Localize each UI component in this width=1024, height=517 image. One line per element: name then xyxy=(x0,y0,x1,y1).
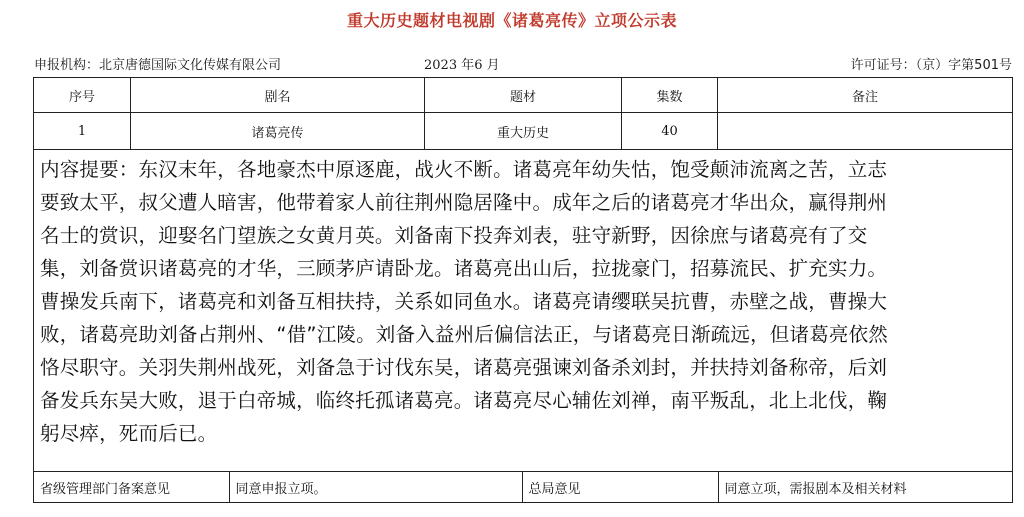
table-row xyxy=(34,113,1013,150)
header-seq: 序号 xyxy=(34,78,131,113)
synopsis-line: 备发兵东吴大败，退于白帝城，临终托孤诸葛亮。诸葛亮尽心辅佐刘禅，南平叛乱，北上北伐，鞠 xyxy=(40,389,888,412)
document-title: 重大历史题材电视剧《诸葛亮传》立项公示表 xyxy=(346,11,677,30)
synopsis-line: 名士的赏识，迎娶名门望族之女黄月英。刘备南下投奔刘表，驻守新野，因徐庶与诸葛亮有了交 xyxy=(40,224,868,247)
synopsis-line: 内容提要：东汉末年，各地豪杰中原逐鹿，战火不断。诸葛亮年幼失怙，饱受颠沛流离之苦，立志 xyxy=(40,158,888,181)
general-opinion-label: 总局意见 xyxy=(522,472,718,502)
approval-table xyxy=(33,77,1013,503)
table-header-row xyxy=(34,78,1013,113)
cell-remarks xyxy=(718,113,1013,150)
header-name: 剧名 xyxy=(131,78,425,113)
opinion-subtable xyxy=(34,472,1013,502)
synopsis-line: 躬尽瘁，死而后已。 xyxy=(40,422,218,445)
header-remarks: 备注 xyxy=(718,78,1013,113)
synopsis-line: 恪尽职守。关羽失荆州战死，刘备急于讨伐东吴，诸葛亮强谏刘备杀刘封，并扶持刘备称帝，后刘 xyxy=(40,356,888,379)
provincial-opinion-label: 省级管理部门备案意见 xyxy=(34,472,229,502)
license-number: 许可证号：（京）字第501号 xyxy=(850,58,1012,73)
synopsis-row xyxy=(34,150,1013,472)
opinion-row xyxy=(34,472,1013,503)
synopsis-line: 要致太平，叔父遭人暗害，他带着家人前往荆州隐居隆中。成年之后的诸葛亮才华出众，赢得荆州 xyxy=(40,191,888,214)
provincial-opinion-value: 同意申报立项。 xyxy=(229,472,522,502)
applicant-org: 申报机构：北京唐德国际文化传媒有限公司 xyxy=(34,58,282,73)
synopsis-line: 曹操发兵南下，诸葛亮和刘备互相扶持，关系如同鱼水。诸葛亮请缨联吴抗曹，赤壁之战，曹操大 xyxy=(40,290,888,313)
header-episodes: 集数 xyxy=(622,78,718,113)
header-subject: 题材 xyxy=(425,78,622,113)
report-date: 2023 年6 月 xyxy=(424,58,500,73)
synopsis-line: 败，诸葛亮助刘备占荆州、“借”江陵。刘备入益州后偏信法正，与诸葛亮日渐疏远，但诸葛亮依然 xyxy=(40,323,889,346)
meta-row xyxy=(0,54,1024,74)
cell-episodes: 40 xyxy=(622,113,718,150)
cell-seq: 1 xyxy=(34,113,131,150)
synopsis-line: 集，刘备赏识诸葛亮的才华，三顾茅庐请卧龙。诸葛亮出山后，拉拢豪门，招募流民、扩充实力。 xyxy=(40,257,888,280)
cell-subject: 重大历史 xyxy=(425,113,622,150)
cell-name: 诸葛亮传 xyxy=(131,113,425,150)
general-opinion-value: 同意立项，需报剧本及相关材料 xyxy=(724,481,907,497)
synopsis-cell xyxy=(34,150,1013,472)
